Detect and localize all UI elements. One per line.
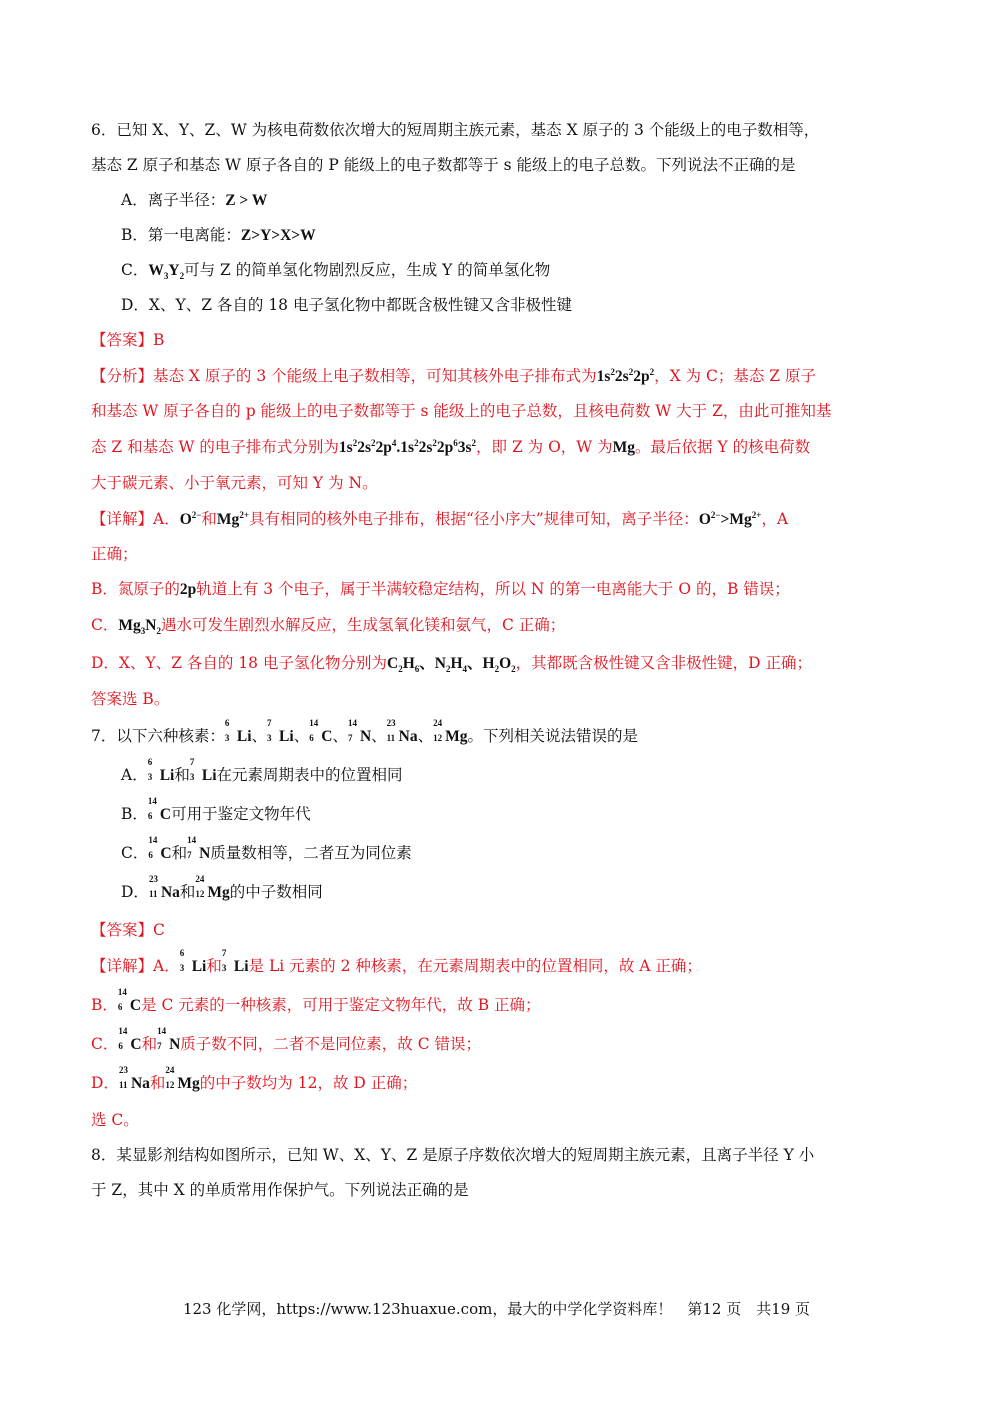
q6-detail-line-5: D．X、Y、Z 各自的 18 电子氢化物分别为$C_2H_6$、$N_2H_4$、$H_2O_2$，其都既含极性键又含非极性键，D 正确； [91, 654, 812, 675]
q6-option-a: A．离子半径：Z > W [121, 191, 268, 209]
q7-option-d: D． 23 11 Na和 24 12 Mg的中子数相同 [121, 874, 323, 901]
q6-detail-line-3: B．氮原子的2p轨道上有 3 个电子，属于半满较稳定结构，所以 N 的第一电离能大于 O 的，B 错误； [91, 580, 790, 598]
q6-detail-line-4: C．$Mg_3N_2$遇水可发生剧烈水解反应，生成氢氧化镁和氨气，C 正确； [91, 616, 566, 637]
q8-stem-line-1: 8．某显影剂结构如图所示，已知 W、X、Y、Z 是原子序数依次增大的短周期主族元素，且离子半径 Y 小 [91, 1146, 815, 1164]
page-footer: 123 化学网，https://www.123huaxue.com，最大的中学化学资料库！ 第12 页 共19 页 [182, 1300, 811, 1318]
q7-option-a: A． 6 3 Li和 7 3 Li在元素周期表中的位置相同 [121, 757, 403, 784]
q6-detail-line-1: 【详解】A．$O^{2-}$和$Mg^{2+}$具有相同的核外电子排布，根据“径小序大”规律可知，离子半径：$O^{2-}>Mg^{2+}$，A [91, 509, 789, 528]
q6-stem-line-1: 6．已知 X、Y、Z、W 为核电荷数依次增大的短周期主族元素，基态 X 原子的 3 个能级上的电子数相等， [91, 121, 820, 139]
q6-analysis-line-3: 态 Z 和基态 W 的电子排布式分别为$1s^22s^22p^4.1s^22s^22p^63s^2$，即 Z 为 O，W 为Mg。最后依据 Y 的核电荷数 [91, 437, 811, 456]
q7-detail-line-3: C． 14 6 C和 14 7 N质子数不同，二者不是同位素，故 C 错误； [91, 1026, 482, 1053]
q6-stem-line-2: 基态 Z 原子和基态 W 原子各自的 P 能级上的电子数都等于 s 能级上的电子总数。下列说法不正确的是 [91, 156, 796, 174]
q6-option-b: B．第一电离能：Z>Y>X>W [121, 226, 316, 244]
q7-detail-line-2: B． 14 6 C是 C 元素的一种核素，可用于鉴定文物年代，故 B 正确； [91, 987, 541, 1014]
q6-analysis-line-1: 【分析】基态 X 原子的 3 个能级上电子数相等，可知其核外电子排布式为$1s^22s^22p^2$，X 为 C；基态 Z 原子 [91, 366, 816, 385]
q7-detail-line-4: D． 23 11 Na和 24 12 Mg的中子数均为 12，故 D 正确； [91, 1065, 418, 1092]
q6-option-c: C．$W_3Y_2$可与 Z 的简单氢化物剧烈反应，生成 Y 的简单氢化物 [121, 261, 551, 282]
q7-option-b: B． 14 6 C可用于鉴定文物年代 [121, 796, 311, 823]
q7-option-c: C． 14 6 C和 14 7 N质量数相等，二者互为同位素 [121, 835, 412, 862]
q7-detail-line-1: 【详解】A． 6 3 Li和 7 3 Li是 Li 元素的 2 种核素，在元素周期表中的位置相同，故 A 正确； [91, 948, 702, 975]
q8-stem-line-2: 于 Z，其中 X 的单质常用作保护气。下列说法正确的是 [91, 1181, 469, 1199]
q6-analysis-line-4: 大于碳元素、小于氧元素，可知 Y 为 N。 [91, 474, 378, 492]
q7-stem: 7．以下六种核素： 6 3 Li、 7 3 Li、 14 6 C、 14 7 N、 23 11 Na、 24 12 Mg。下列相关说法错误的是 [91, 718, 639, 745]
q6-option-d: D．X、Y、Z 各自的 18 电子氢化物中都既含极性键又含非极性键 [121, 296, 572, 314]
q6-answer: 【答案】B [91, 331, 165, 349]
q6-detail-line-6: 答案选 B。 [91, 690, 170, 708]
q6-detail-line-2: 正确； [91, 545, 138, 563]
q7-detail-line-5: 选 C。 [91, 1111, 139, 1129]
q7-answer: 【答案】C [91, 921, 165, 939]
q6-analysis-line-2: 和基态 W 原子各自的 p 能级上的电子数都等于 s 能级上的电子总数，且核电荷数 W 大于 Z，由此可推知基 [91, 402, 832, 420]
